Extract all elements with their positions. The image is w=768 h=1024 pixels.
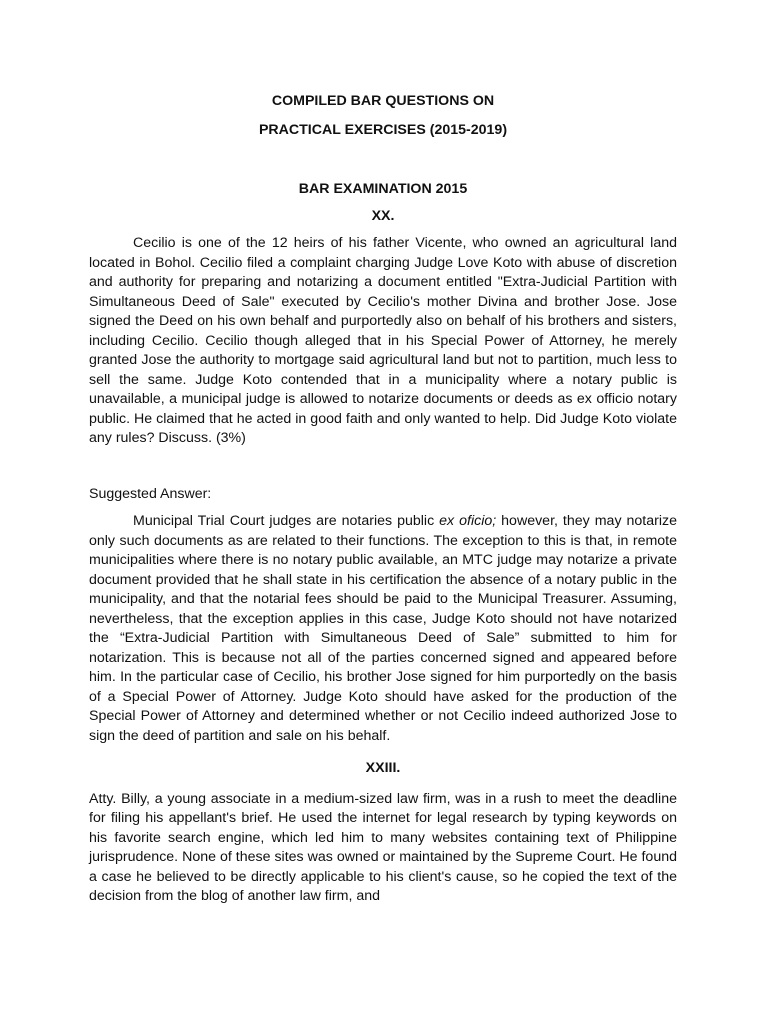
answer-xx-text: [89, 512, 677, 746]
answer-xx-emphasis: ex oficio;: [439, 513, 497, 529]
question-xxiii-text: Atty. Billy, a young associate in a medium-sized law firm, was in a rush to meet the deadline for filing his appellant's brief. He used the internet for legal research by typing keywords on his favorite search engine, which led him to many websites containing text of Philippine jurisprudence. None of these sites was owned or maintained by the Supreme Court. He found a case he believed to be directly applicable to his client's cause, so he copied the text of the decision from the blog of another law firm, and: [89, 790, 677, 904]
answer-xx-text-part-1: Municipal Trial Court judges are notaries public: [133, 513, 440, 529]
suggested-answer-label: Suggested Answer:: [89, 485, 212, 502]
answer-xx-text-part-2: however, they may notarize only such documents as are related to their functions. The exception to this is that, in remote municipalities where there is no notary public available, an MTC judge may notarize a private document provided that he shall state in his certification the absence of a notary public in the municipality, and that the notarial fees should be paid to the Municipal Treasurer. Assuming, nevertheless, that the exception applies in this case, Judge Koto should not have notarized the “Extra-Judicial Partition with Simultaneous Deed of Sale” submitted to him for notarization. This is because not all of the parties concerned signed and appeared before him. In the particular case of Cecilio, his brother Jose signed for him purportedly on the basis of a Special Power of Attorney. Judge Koto should have asked for the production of the Special Power of Attorney and determined whether or not Cecilio indeed authorized Jose to sign the deed of partition and sale on his behalf.: [89, 513, 677, 744]
exam-title: BAR EXAMINATION 2015: [298, 181, 468, 197]
document-page: [89, 92, 677, 907]
question-number-xxiii: XXIII.: [365, 760, 401, 776]
question-xx-text: Cecilio is one of the 12 heirs of his father Vicente, who owned an agricultural land located in Bohol. Cecilio filed a complaint charging Judge Love Koto with abuse of discretion and authority for preparing and notarizing a document entitled "Extra-Judicial Partition with Simultaneous Deed of Sale" executed by Cecilio's mother Divina and brother Jose. Jose signed the Deed on his own behalf and purportedly also on behalf of his brothers and sisters, including Cecilio. Cecilio though alleged that in his Special Power of Attorney, he merely granted Jose the authority to mortgage said agricultural land but not to partition, much less to sell the same. Judge Koto contended that in a municipality where a notary public is unavailable, a municipal judge is allowed to notarize documents or deeds as ex officio notary public. He claimed that he acted in good faith and only wanted to help. Did Judge Koto violate any rules? Discuss. (3%): [89, 235, 677, 446]
question-number-xx: XX.: [371, 207, 395, 224]
document-title-line-1: COMPILED BAR QUESTIONS ON: [271, 93, 495, 109]
document-title-line-2: PRACTICAL EXERCISES (2015-2019): [258, 121, 508, 138]
